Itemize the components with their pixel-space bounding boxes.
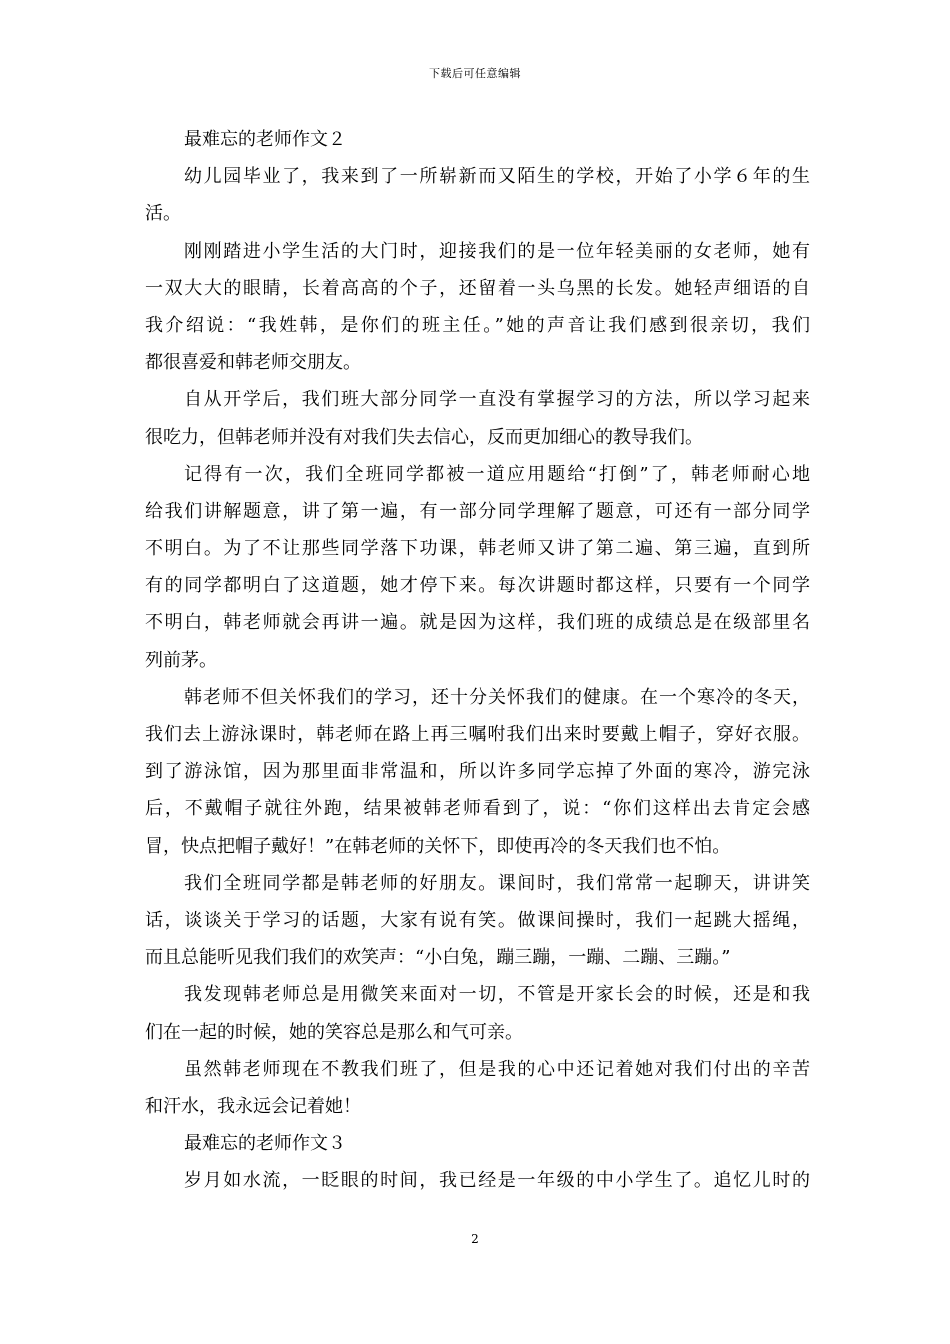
text-line: 很吃力，但韩老师并没有对我们失去信心，反而更加细心的教导我们。 — [145, 426, 703, 448]
text-line: 我发现韩老师总是用微笑来面对一切，不管是开家长会的时候，还是和我 — [184, 984, 810, 1006]
text-line: 最难忘的老师作文２ — [184, 129, 346, 150]
text-line: 最难忘的老师作文３ — [184, 1133, 346, 1155]
text-line: 给我们讲解题意，讲了第一遍，有一部分同学理解了题意，可还有一部分同学 — [145, 500, 810, 522]
text-line: 刚刚踏进小学生活的大门时，迎接我们的是一位年轻美丽的女老师，她有 — [184, 240, 810, 262]
text-line: 记得有一次，我们全班同学都被一道应用题给“打倒”了，韩老师耐心地 — [184, 463, 810, 485]
text-line: 韩老师不但关怀我们的学习，还十分关怀我们的健康。在一个寒冷的冬天， — [184, 686, 810, 708]
document-body — [145, 121, 810, 1199]
text-line: 我介绍说：“我姓韩，是你们的班主任。”她的声音让我们感到很亲切，我们 — [145, 314, 810, 336]
text-line: 幼儿园毕业了，我来到了一所崭新而又陌生的学校，开始了小学６年的生 — [184, 166, 810, 188]
text-line: 我们去上游泳课时，韩老师在路上再三嘱咐我们出来时要戴上帽子，穿好衣服。 — [145, 724, 810, 745]
text-line: 而且总能听见我们我们的欢笑声：“小白兔，蹦三蹦，一蹦、二蹦、三蹦。” — [145, 947, 731, 969]
text-line: 虽然韩老师现在不教我们班了，但是我的心中还记着她对我们付出的辛苦 — [184, 1058, 810, 1080]
text-line: 自从开学后，我们班大部分同学一直没有掌握学习的方法，所以学习起来 — [184, 389, 810, 411]
text-line: 我们全班同学都是韩老师的好朋友。课间时，我们常常一起聊天，讲讲笑 — [184, 872, 810, 894]
text-line: 有的同学都明白了这道题，她才停下来。每次讲题时都这样，只要有一个同学 — [145, 575, 810, 597]
text-line: 活。 — [145, 203, 181, 225]
page-number: 2 — [471, 1232, 479, 1246]
page-header-note: 下载后可任意编辑 — [429, 67, 521, 80]
text-line: 到了游泳馆，因为那里面非常温和，所以许多同学忘掉了外面的寒冷，游完泳 — [145, 761, 810, 783]
text-line: 后，不戴帽子就往外跑，结果被韩老师看到了，说：“你们这样出去肯定会感 — [145, 798, 810, 820]
text-line: 话，谈谈关于学习的话题，大家有说有笑。做课间操时，我们一起跳大摇绳， — [145, 909, 810, 931]
text-line: 们在一起的时候，她的笑容总是那么和气可亲。 — [145, 1021, 523, 1043]
text-line: 一双大大的眼睛，长着高高的个子，还留着一头乌黑的长发。她轻声细语的自 — [145, 277, 810, 299]
text-line: 都很喜爱和韩老师交朋友。 — [145, 352, 361, 374]
text-line: 列前茅。 — [145, 649, 217, 671]
text-line: 不明白，韩老师就会再讲一遍。就是因为这样，我们班的成绩总是在级部里名 — [145, 612, 810, 634]
text-line: 和汗水，我永远会记着她！ — [145, 1095, 361, 1117]
text-line: 冒，快点把帽子戴好！”在韩老师的关怀下，即使再冷的冬天我们也不怕。 — [145, 835, 731, 857]
text-line: 不明白。为了不让那些同学落下功课，韩老师又讲了第二遍、第三遍，直到所 — [145, 538, 810, 560]
text-line: 岁月如水流，一眨眼的时间，我已经是一年级的中小学生了。追忆儿时的 — [184, 1170, 810, 1192]
